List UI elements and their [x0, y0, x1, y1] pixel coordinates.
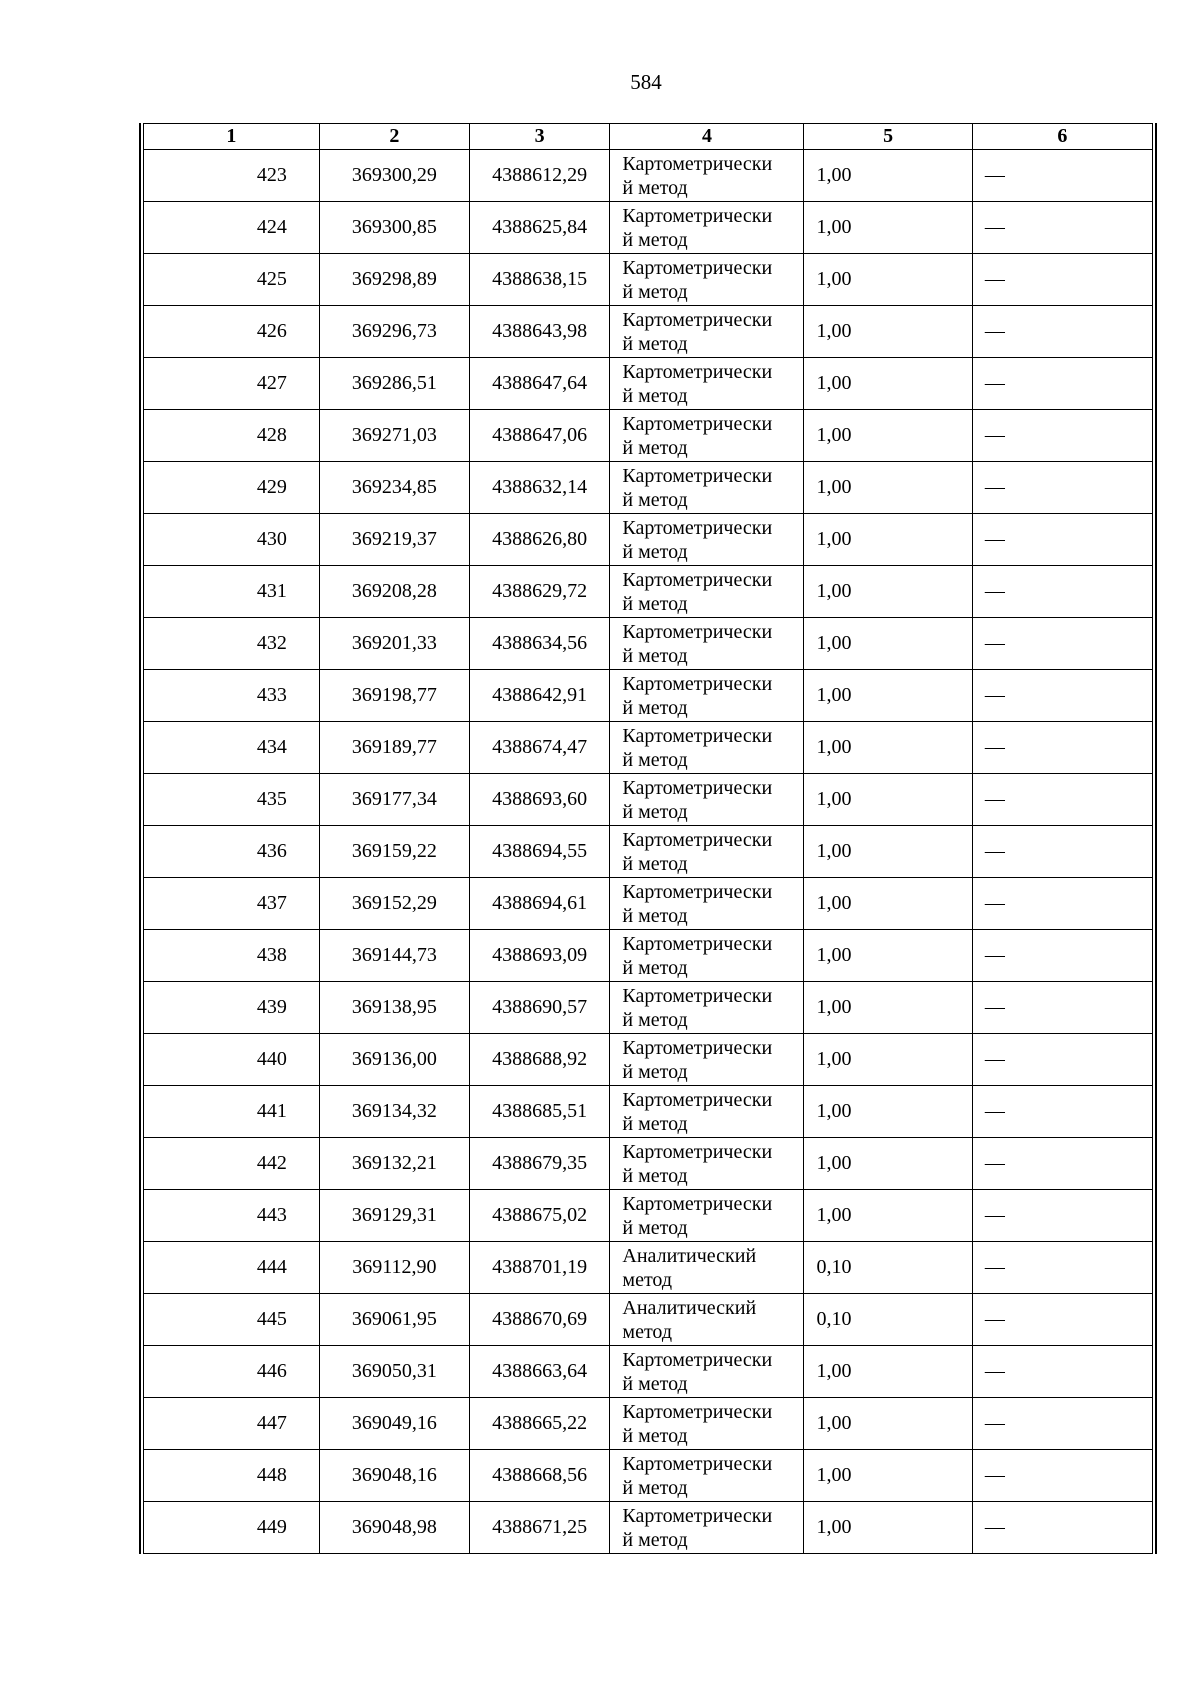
- x-coordinate-cell: 369136,00: [319, 1034, 469, 1086]
- table-row: [144, 826, 1153, 878]
- method-cell: [610, 1346, 804, 1398]
- accuracy-cell: 1,00: [804, 462, 972, 514]
- accuracy-cell: 0,10: [804, 1294, 972, 1346]
- method-line: Картометрически: [622, 1140, 773, 1163]
- accuracy-cell: 0,10: [804, 1242, 972, 1294]
- method-line: й метод: [622, 540, 688, 563]
- method-line: Картометрически: [622, 1348, 773, 1371]
- point-number-cell: 430: [144, 514, 320, 566]
- note-cell: —: [972, 1398, 1152, 1450]
- method-line: й метод: [622, 1164, 688, 1187]
- y-coordinate-cell: 4388688,92: [469, 1034, 609, 1086]
- method-line: Картометрически: [622, 204, 773, 227]
- table-row: [144, 514, 1153, 566]
- note-cell: —: [972, 1242, 1152, 1294]
- method-cell: [610, 1294, 804, 1346]
- table-row: [144, 202, 1153, 254]
- method-line: Картометрически: [622, 672, 773, 695]
- note-cell: —: [972, 1086, 1152, 1138]
- y-coordinate-cell: 4388670,69: [469, 1294, 609, 1346]
- table-row: [144, 1242, 1153, 1294]
- method-cell: [610, 1242, 804, 1294]
- table-row: [144, 1190, 1153, 1242]
- note-cell: —: [972, 1346, 1152, 1398]
- x-coordinate-cell: 369134,32: [319, 1086, 469, 1138]
- y-coordinate-cell: 4388642,91: [469, 670, 609, 722]
- x-coordinate-cell: 369234,85: [319, 462, 469, 514]
- accuracy-cell: 1,00: [804, 566, 972, 618]
- method-line: метод: [622, 1320, 673, 1343]
- table-row: [144, 1086, 1153, 1138]
- accuracy-cell: 1,00: [804, 254, 972, 306]
- method-cell: [610, 1034, 804, 1086]
- point-number-cell: 448: [144, 1450, 320, 1502]
- note-cell: —: [972, 1034, 1152, 1086]
- note-cell: —: [972, 306, 1152, 358]
- method-line: Картометрически: [622, 360, 773, 383]
- y-coordinate-cell: 4388612,29: [469, 150, 609, 202]
- x-coordinate-cell: 369208,28: [319, 566, 469, 618]
- table-row: [144, 670, 1153, 722]
- column-header: 6: [972, 124, 1152, 150]
- method-line: й метод: [622, 384, 688, 407]
- method-line: Картометрически: [622, 932, 773, 955]
- column-header: 3: [469, 124, 609, 150]
- table-row: [144, 306, 1153, 358]
- method-line: Картометрически: [622, 776, 773, 799]
- note-cell: —: [972, 774, 1152, 826]
- method-cell: [610, 1190, 804, 1242]
- point-number-cell: 435: [144, 774, 320, 826]
- note-cell: —: [972, 254, 1152, 306]
- point-number-cell: 423: [144, 150, 320, 202]
- point-number-cell: 436: [144, 826, 320, 878]
- table-row: [144, 722, 1153, 774]
- x-coordinate-cell: 369219,37: [319, 514, 469, 566]
- method-line: й метод: [622, 800, 688, 823]
- method-line: Картометрически: [622, 828, 773, 851]
- accuracy-cell: 1,00: [804, 1502, 972, 1554]
- y-coordinate-cell: 4388643,98: [469, 306, 609, 358]
- y-coordinate-cell: 4388626,80: [469, 514, 609, 566]
- coordinates-table-wrapper: [139, 123, 1157, 1554]
- method-cell: [610, 566, 804, 618]
- x-coordinate-cell: 369201,33: [319, 618, 469, 670]
- x-coordinate-cell: 369048,16: [319, 1450, 469, 1502]
- method-line: й метод: [622, 748, 688, 771]
- point-number-cell: 432: [144, 618, 320, 670]
- accuracy-cell: 1,00: [804, 410, 972, 462]
- x-coordinate-cell: 369177,34: [319, 774, 469, 826]
- method-line: й метод: [622, 956, 688, 979]
- table-row: [144, 774, 1153, 826]
- x-coordinate-cell: 369159,22: [319, 826, 469, 878]
- x-coordinate-cell: 369129,31: [319, 1190, 469, 1242]
- note-cell: —: [972, 1138, 1152, 1190]
- method-cell: [610, 774, 804, 826]
- accuracy-cell: 1,00: [804, 514, 972, 566]
- y-coordinate-cell: 4388701,19: [469, 1242, 609, 1294]
- x-coordinate-cell: 369198,77: [319, 670, 469, 722]
- table-row: [144, 1294, 1153, 1346]
- x-coordinate-cell: 369298,89: [319, 254, 469, 306]
- table-row: [144, 1034, 1153, 1086]
- method-line: й метод: [622, 696, 688, 719]
- note-cell: —: [972, 826, 1152, 878]
- table-row: [144, 462, 1153, 514]
- method-line: Картометрически: [622, 620, 773, 643]
- method-cell: [610, 930, 804, 982]
- method-cell: [610, 150, 804, 202]
- note-cell: —: [972, 1294, 1152, 1346]
- method-line: й метод: [622, 488, 688, 511]
- method-line: й метод: [622, 644, 688, 667]
- x-coordinate-cell: 369271,03: [319, 410, 469, 462]
- method-cell: [610, 1502, 804, 1554]
- point-number-cell: 439: [144, 982, 320, 1034]
- x-coordinate-cell: 369189,77: [319, 722, 469, 774]
- point-number-cell: 445: [144, 1294, 320, 1346]
- note-cell: —: [972, 410, 1152, 462]
- accuracy-cell: 1,00: [804, 982, 972, 1034]
- method-cell: [610, 1138, 804, 1190]
- point-number-cell: 426: [144, 306, 320, 358]
- method-line: й метод: [622, 1372, 688, 1395]
- point-number-cell: 434: [144, 722, 320, 774]
- method-cell: [610, 462, 804, 514]
- note-cell: —: [972, 982, 1152, 1034]
- note-cell: —: [972, 878, 1152, 930]
- method-line: й метод: [622, 1216, 688, 1239]
- column-header: 4: [610, 124, 804, 150]
- method-line: Аналитический: [622, 1244, 757, 1267]
- method-cell: [610, 826, 804, 878]
- y-coordinate-cell: 4388694,61: [469, 878, 609, 930]
- method-line: й метод: [622, 1424, 688, 1447]
- method-line: Картометрически: [622, 880, 773, 903]
- y-coordinate-cell: 4388632,14: [469, 462, 609, 514]
- point-number-cell: 433: [144, 670, 320, 722]
- note-cell: —: [972, 1190, 1152, 1242]
- note-cell: —: [972, 462, 1152, 514]
- method-line: й метод: [622, 1476, 688, 1499]
- note-cell: —: [972, 722, 1152, 774]
- y-coordinate-cell: 4388629,72: [469, 566, 609, 618]
- point-number-cell: 428: [144, 410, 320, 462]
- note-cell: —: [972, 566, 1152, 618]
- y-coordinate-cell: 4388638,15: [469, 254, 609, 306]
- table-row: [144, 1502, 1153, 1554]
- point-number-cell: 438: [144, 930, 320, 982]
- accuracy-cell: 1,00: [804, 878, 972, 930]
- note-cell: —: [972, 1502, 1152, 1554]
- method-cell: [610, 618, 804, 670]
- note-cell: —: [972, 930, 1152, 982]
- note-cell: —: [972, 514, 1152, 566]
- point-number-cell: 431: [144, 566, 320, 618]
- x-coordinate-cell: 369300,85: [319, 202, 469, 254]
- x-coordinate-cell: 369132,21: [319, 1138, 469, 1190]
- table-row: [144, 254, 1153, 306]
- y-coordinate-cell: 4388665,22: [469, 1398, 609, 1450]
- y-coordinate-cell: 4388694,55: [469, 826, 609, 878]
- y-coordinate-cell: 4388693,60: [469, 774, 609, 826]
- method-line: й метод: [622, 1528, 688, 1551]
- point-number-cell: 449: [144, 1502, 320, 1554]
- method-line: й метод: [622, 280, 688, 303]
- accuracy-cell: 1,00: [804, 1398, 972, 1450]
- method-line: й метод: [622, 592, 688, 615]
- accuracy-cell: 1,00: [804, 1138, 972, 1190]
- x-coordinate-cell: 369061,95: [319, 1294, 469, 1346]
- method-line: Картометрически: [622, 412, 773, 435]
- point-number-cell: 443: [144, 1190, 320, 1242]
- table-header-row: [144, 124, 1153, 150]
- y-coordinate-cell: 4388625,84: [469, 202, 609, 254]
- accuracy-cell: 1,00: [804, 618, 972, 670]
- x-coordinate-cell: 369152,29: [319, 878, 469, 930]
- x-coordinate-cell: 369048,98: [319, 1502, 469, 1554]
- point-number-cell: 442: [144, 1138, 320, 1190]
- method-line: й метод: [622, 1008, 688, 1031]
- x-coordinate-cell: 369286,51: [319, 358, 469, 410]
- method-cell: [610, 878, 804, 930]
- table-row: [144, 1346, 1153, 1398]
- method-line: Картометрически: [622, 1452, 773, 1475]
- method-line: Картометрически: [622, 568, 773, 591]
- x-coordinate-cell: 369049,16: [319, 1398, 469, 1450]
- point-number-cell: 429: [144, 462, 320, 514]
- accuracy-cell: 1,00: [804, 150, 972, 202]
- method-cell: [610, 306, 804, 358]
- method-line: Картометрически: [622, 308, 773, 331]
- x-coordinate-cell: 369138,95: [319, 982, 469, 1034]
- table-row: [144, 1138, 1153, 1190]
- point-number-cell: 425: [144, 254, 320, 306]
- method-line: Картометрически: [622, 516, 773, 539]
- table-row: [144, 410, 1153, 462]
- y-coordinate-cell: 4388647,64: [469, 358, 609, 410]
- y-coordinate-cell: 4388679,35: [469, 1138, 609, 1190]
- method-cell: [610, 670, 804, 722]
- y-coordinate-cell: 4388674,47: [469, 722, 609, 774]
- method-line: Картометрически: [622, 152, 773, 175]
- y-coordinate-cell: 4388675,02: [469, 1190, 609, 1242]
- y-coordinate-cell: 4388671,25: [469, 1502, 609, 1554]
- accuracy-cell: 1,00: [804, 358, 972, 410]
- method-cell: [610, 410, 804, 462]
- method-line: й метод: [622, 228, 688, 251]
- accuracy-cell: 1,00: [804, 1190, 972, 1242]
- table-row: [144, 618, 1153, 670]
- accuracy-cell: 1,00: [804, 1086, 972, 1138]
- table-row: [144, 358, 1153, 410]
- point-number-cell: 441: [144, 1086, 320, 1138]
- accuracy-cell: 1,00: [804, 774, 972, 826]
- method-line: Картометрически: [622, 464, 773, 487]
- y-coordinate-cell: 4388668,56: [469, 1450, 609, 1502]
- method-line: метод: [622, 1268, 673, 1291]
- point-number-cell: 440: [144, 1034, 320, 1086]
- x-coordinate-cell: 369144,73: [319, 930, 469, 982]
- method-line: Картометрически: [622, 984, 773, 1007]
- method-cell: [610, 514, 804, 566]
- y-coordinate-cell: 4388647,06: [469, 410, 609, 462]
- table-row: [144, 982, 1153, 1034]
- method-line: й метод: [622, 1060, 688, 1083]
- accuracy-cell: 1,00: [804, 722, 972, 774]
- method-cell: [610, 358, 804, 410]
- point-number-cell: 424: [144, 202, 320, 254]
- table-row: [144, 930, 1153, 982]
- method-line: Картометрически: [622, 1192, 773, 1215]
- method-line: Картометрически: [622, 1088, 773, 1111]
- accuracy-cell: 1,00: [804, 1034, 972, 1086]
- method-line: Картометрически: [622, 1400, 773, 1423]
- x-coordinate-cell: 369050,31: [319, 1346, 469, 1398]
- point-number-cell: 446: [144, 1346, 320, 1398]
- method-cell: [610, 982, 804, 1034]
- point-number-cell: 437: [144, 878, 320, 930]
- y-coordinate-cell: 4388663,64: [469, 1346, 609, 1398]
- note-cell: —: [972, 150, 1152, 202]
- coordinates-table: [143, 123, 1153, 1554]
- note-cell: —: [972, 618, 1152, 670]
- accuracy-cell: 1,00: [804, 1346, 972, 1398]
- method-cell: [610, 1086, 804, 1138]
- accuracy-cell: 1,00: [804, 1450, 972, 1502]
- method-line: й метод: [622, 852, 688, 875]
- point-number-cell: 447: [144, 1398, 320, 1450]
- method-line: Картометрически: [622, 256, 773, 279]
- note-cell: —: [972, 202, 1152, 254]
- point-number-cell: 444: [144, 1242, 320, 1294]
- method-line: Картометрически: [622, 1036, 773, 1059]
- table-row: [144, 878, 1153, 930]
- table-row: [144, 150, 1153, 202]
- method-cell: [610, 1398, 804, 1450]
- x-coordinate-cell: 369300,29: [319, 150, 469, 202]
- method-cell: [610, 254, 804, 306]
- accuracy-cell: 1,00: [804, 306, 972, 358]
- method-line: Аналитический: [622, 1296, 757, 1319]
- accuracy-cell: 1,00: [804, 930, 972, 982]
- method-cell: [610, 1450, 804, 1502]
- column-header: 1: [144, 124, 320, 150]
- method-line: й метод: [622, 332, 688, 355]
- point-number-cell: 427: [144, 358, 320, 410]
- y-coordinate-cell: 4388685,51: [469, 1086, 609, 1138]
- column-header: 2: [319, 124, 469, 150]
- method-cell: [610, 202, 804, 254]
- method-line: й метод: [622, 176, 688, 199]
- table-row: [144, 1450, 1153, 1502]
- accuracy-cell: 1,00: [804, 202, 972, 254]
- method-line: й метод: [622, 436, 688, 459]
- method-cell: [610, 722, 804, 774]
- method-line: й метод: [622, 1112, 688, 1135]
- table-row: [144, 1398, 1153, 1450]
- page-number: 584: [630, 70, 662, 94]
- note-cell: —: [972, 670, 1152, 722]
- method-line: й метод: [622, 904, 688, 927]
- column-header: 5: [804, 124, 972, 150]
- x-coordinate-cell: 369296,73: [319, 306, 469, 358]
- method-line: Картометрически: [622, 724, 773, 747]
- y-coordinate-cell: 4388690,57: [469, 982, 609, 1034]
- table-row: [144, 566, 1153, 618]
- note-cell: —: [972, 1450, 1152, 1502]
- y-coordinate-cell: 4388634,56: [469, 618, 609, 670]
- accuracy-cell: 1,00: [804, 826, 972, 878]
- x-coordinate-cell: 369112,90: [319, 1242, 469, 1294]
- note-cell: —: [972, 358, 1152, 410]
- method-line: Картометрически: [622, 1504, 773, 1527]
- y-coordinate-cell: 4388693,09: [469, 930, 609, 982]
- accuracy-cell: 1,00: [804, 670, 972, 722]
